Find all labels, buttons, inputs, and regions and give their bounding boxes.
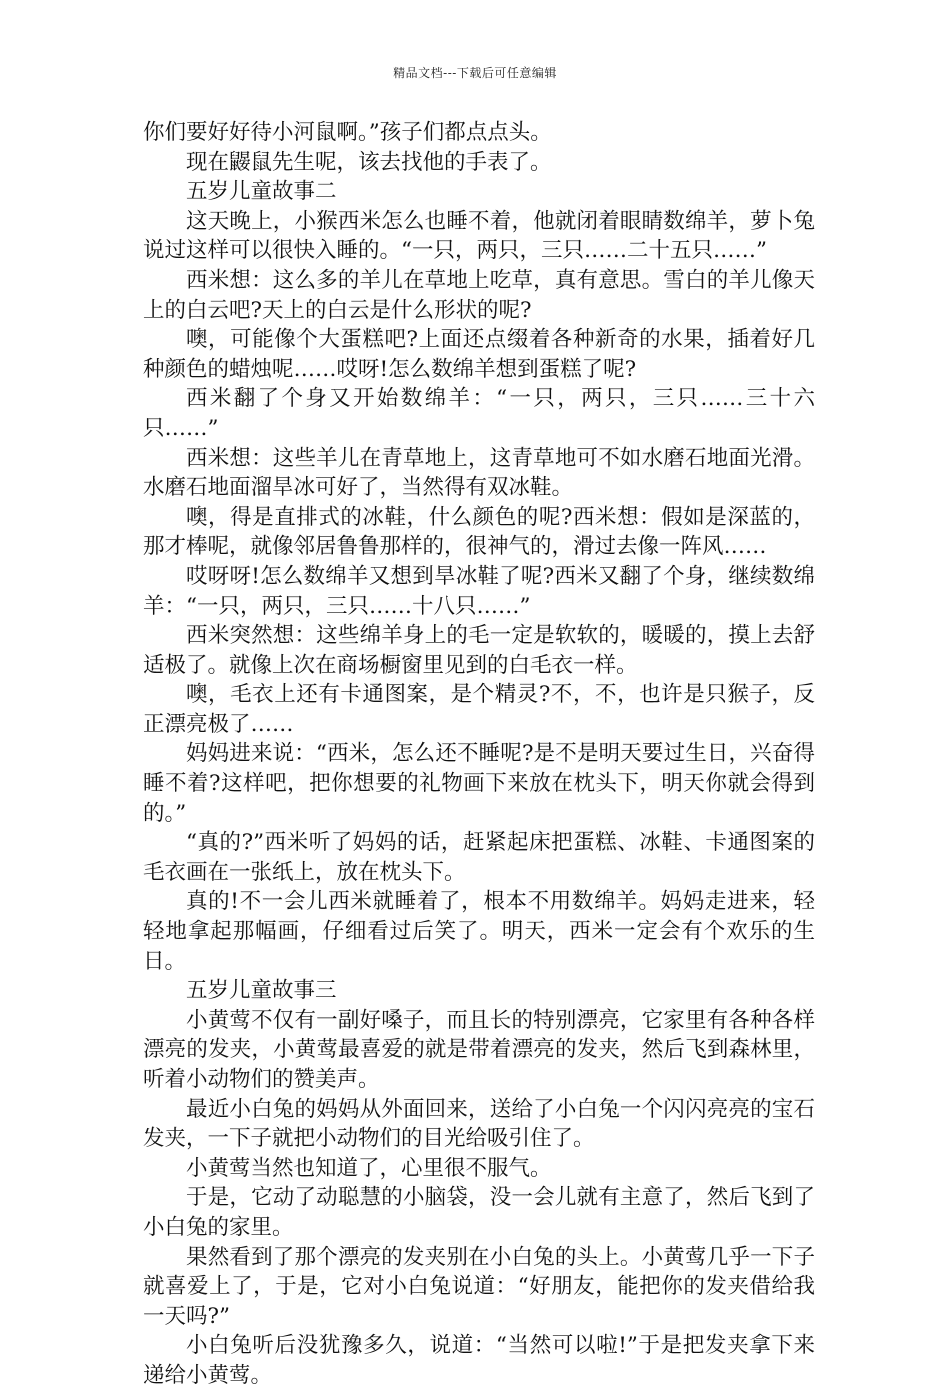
paragraph: 最近小白兔的妈妈从外面回来，送给了小白兔一个闪闪亮亮的宝石发夹，一下子就把小动物们的目光给吸引住了。	[143, 1096, 815, 1152]
paragraph: 你们要好好待小河鼠啊。”孩子们都点点头。	[143, 120, 552, 145]
paragraph: “真的?”西米听了妈妈的话，赶紧起床把蛋糕、冰鞋、卡通图案的毛衣画在一张纸上，放在枕头下。	[143, 830, 815, 885]
paragraph: 于是，它动了动聪慧的小脑袋，没一会儿就有主意了，然后飞到了小白兔的家里。	[143, 1185, 815, 1240]
paragraph: 哎呀呀!怎么数绵羊又想到旱冰鞋了呢?西米又翻了个身，继续数绵羊：“一只，两只，三只……十八只……”	[143, 563, 815, 619]
paragraph: 噢，可能像个大蛋糕吧?上面还点缀着各种新奇的水果，插着好几种颜色的蜡烛呢……哎呀!怎么数绵羊想到蛋糕了呢?	[143, 327, 815, 382]
paragraph: 小黄莺不仅有一副好嗓子，而且长的特别漂亮，它家里有各种各样漂亮的发夹，小黄莺最喜爱的就是带着漂亮的发夹，然后飞到森林里，听着小动物们的赞美声。	[143, 1007, 815, 1092]
document-body	[143, 118, 815, 1391]
paragraph: 西米想：这么多的羊儿在草地上吃草，真有意思。雪白的羊儿像天上的白云吧?天上的白云是什么形状的呢?	[143, 267, 815, 323]
paragraph: 小黄莺当然也知道了，心里很不服气。	[186, 1155, 552, 1181]
paragraph: 这天晚上，小猴西米怎么也睡不着，他就闭着眼睛数绵羊，萝卜兔说过这样可以很快入睡的。“一只，两只，三只……二十五只……”	[143, 208, 815, 264]
paragraph: 西米翻了个身又开始数绵羊：“一只，两只，三只……三十六只……”	[143, 386, 815, 441]
paragraph: 果然看到了那个漂亮的发夹别在小白兔的头上。小黄莺几乎一下子就喜爱上了，于是，它对小白兔说道：“好朋友，能把你的发夹借给我一天吗?”	[143, 1244, 815, 1329]
paragraph: 噢，毛衣上还有卡通图案，是个精灵?不，不，也许是只猴子，反正漂亮极了……	[143, 682, 815, 737]
paragraph: 现在鼹鼠先生呢，该去找他的手表了。	[186, 149, 552, 175]
paragraph: 小白兔听后没犹豫多久，说道：“当然可以啦!”于是把发夹拿下来递给小黄莺。	[143, 1333, 815, 1388]
section-heading: 五岁儿童故事二	[186, 179, 337, 205]
paragraph: 西米突然想：这些绵羊身上的毛一定是软软的，暖暖的，摸上去舒适极了。就像上次在商场橱窗里见到的白毛衣一样。	[143, 623, 815, 678]
page-header: 精品文档---下载后可任意编辑	[393, 66, 557, 80]
paragraph: 妈妈进来说：“西米，怎么还不睡呢?是不是明天要过生日，兴奋得睡不着?这样吧，把你想要的礼物画下来放在枕头下，明天你就会得到的。”	[143, 741, 815, 826]
paragraph: 噢，得是直排式的冰鞋，什么颜色的呢?西米想：假如是深蓝的，那才棒呢，就像邻居鲁鲁那样的，很神气的，滑过去像一阵风……	[143, 504, 815, 560]
paragraph: 西米想：这些羊儿在青草地上，这青草地可不如水磨石地面光滑。水磨石地面溜旱冰可好了，当然得有双冰鞋。	[143, 445, 815, 501]
paragraph: 真的!不一会儿西米就睡着了，根本不用数绵羊。妈妈走进来，轻轻地拿起那幅画，仔细看过后笑了。明天，西米一定会有个欢乐的生日。	[143, 889, 815, 974]
section-heading: 五岁儿童故事三	[186, 978, 337, 1004]
